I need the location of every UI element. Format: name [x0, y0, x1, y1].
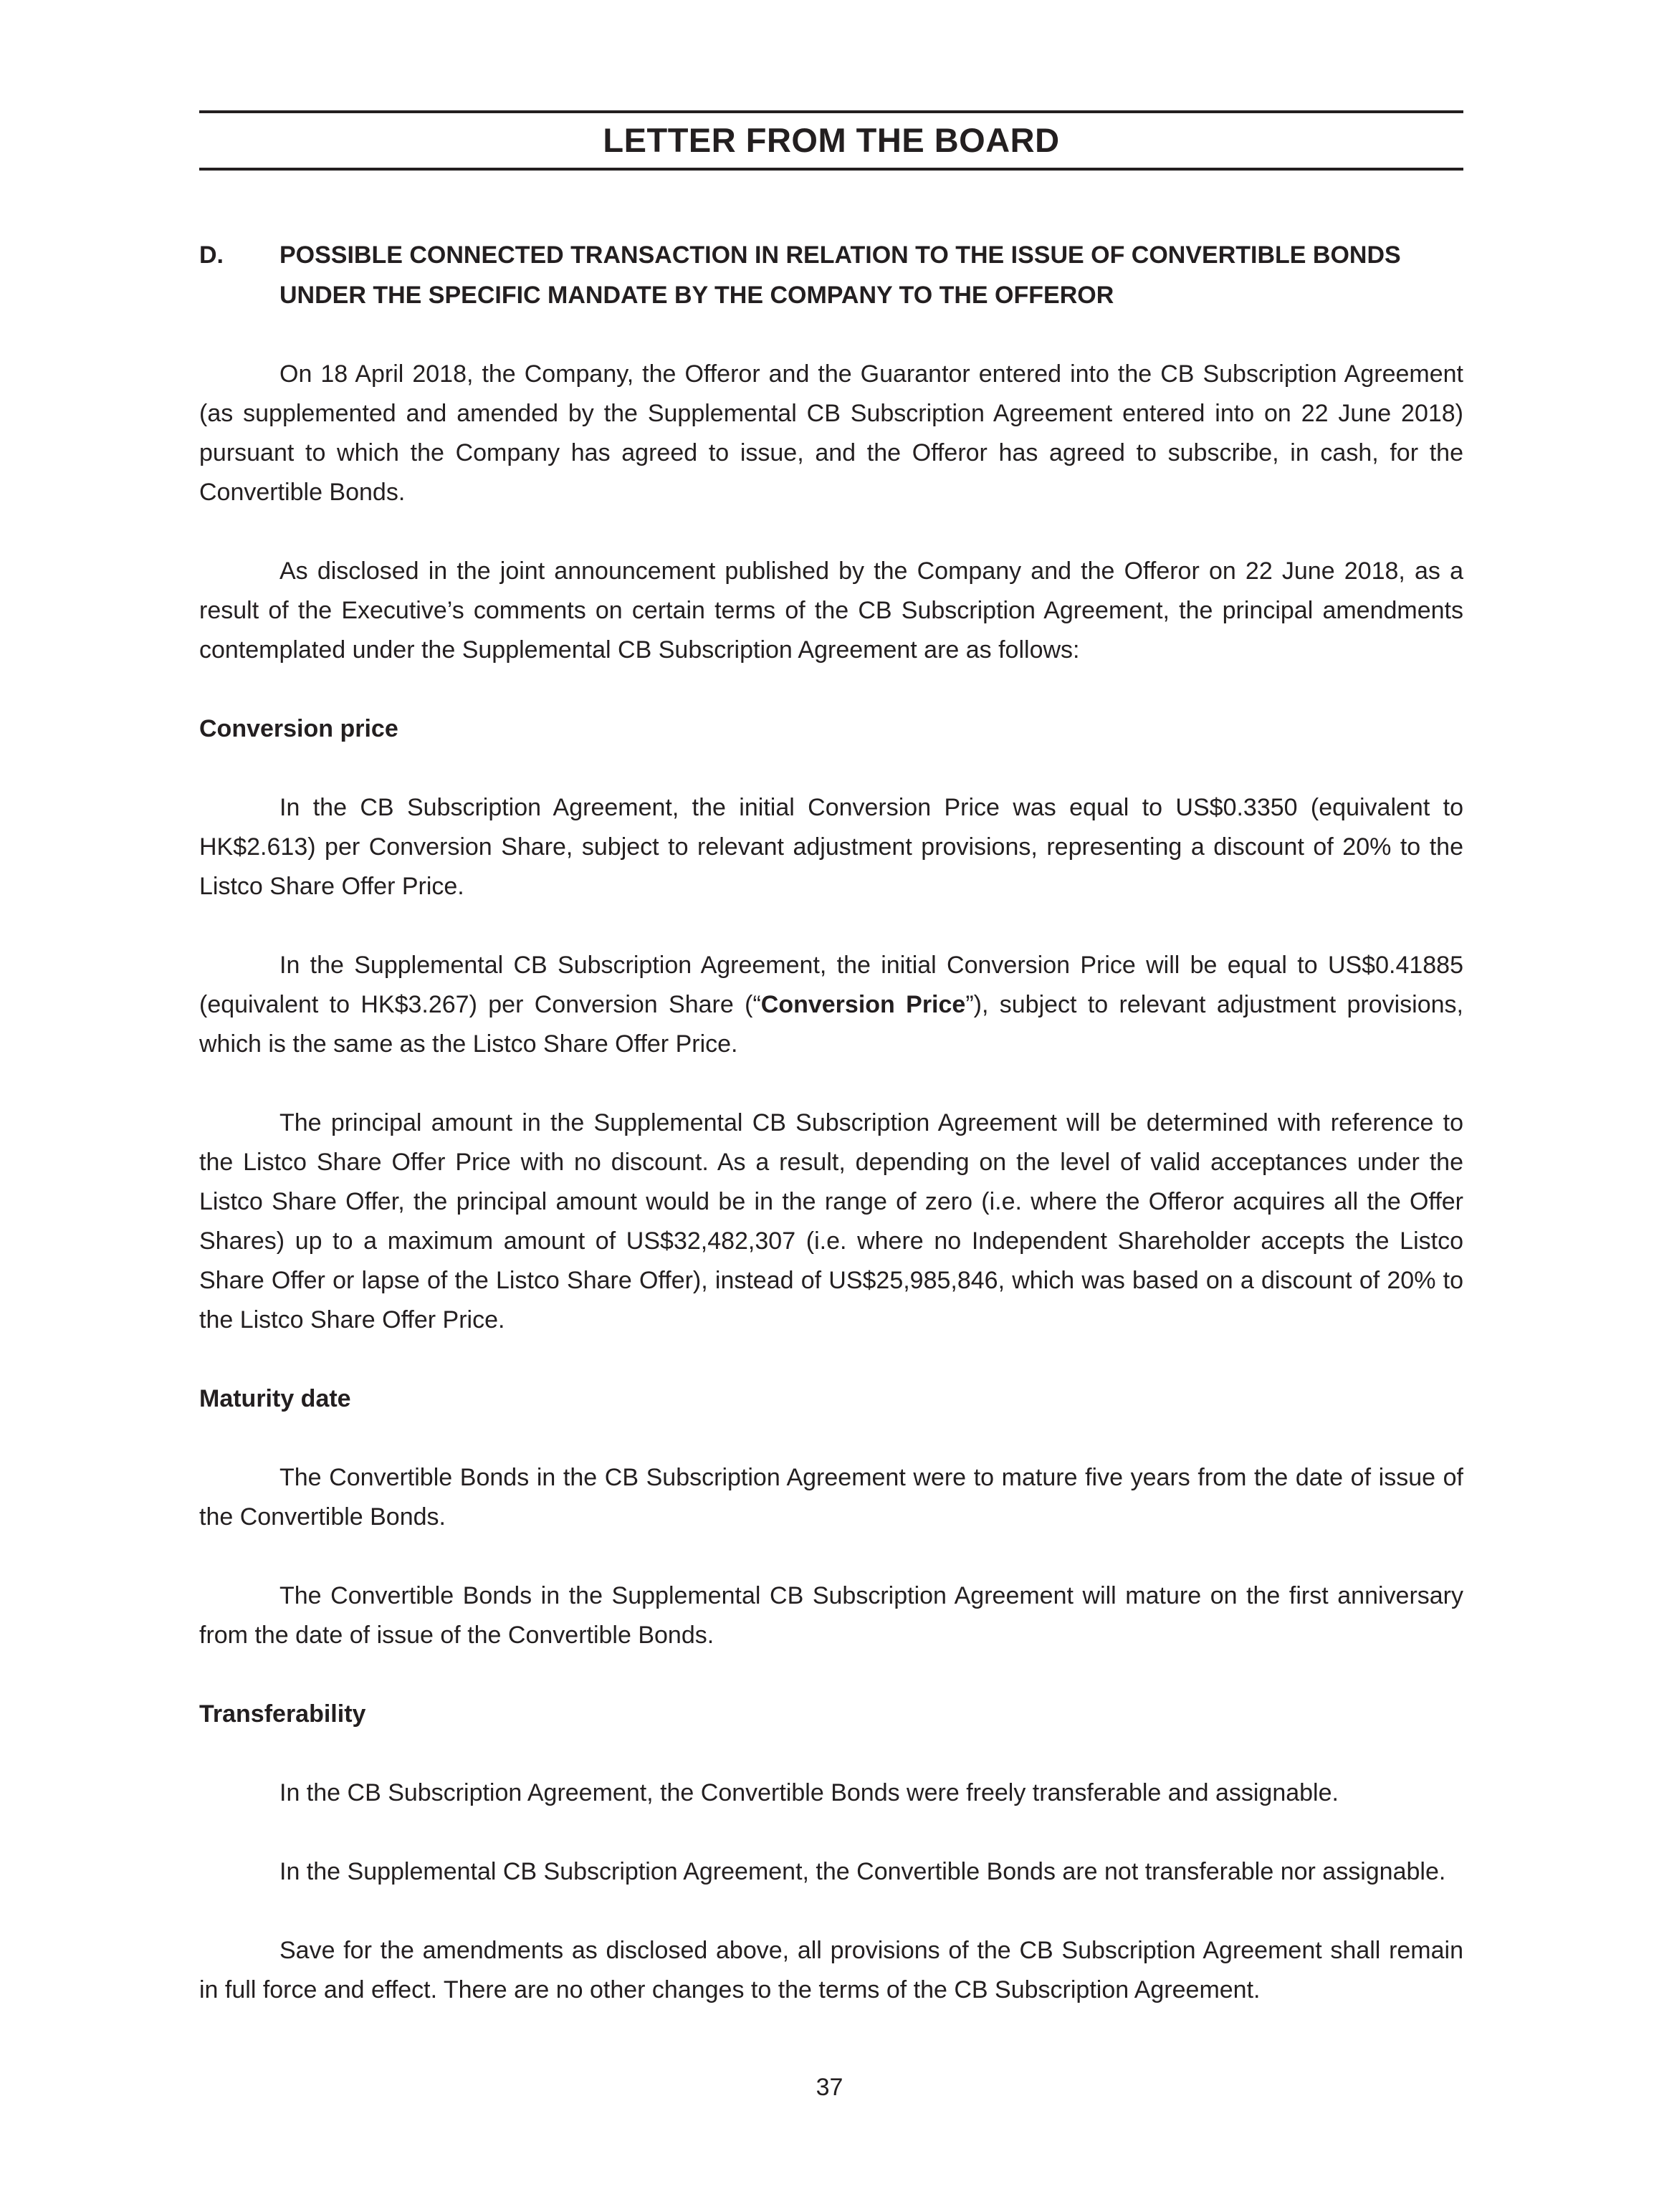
transferability-paragraph-2: In the Supplemental CB Subscription Agreement, the Convertible Bonds are not transferable nor assignable. [279, 1858, 1446, 1885]
conversion-price-paragraph-1: In the CB Subscription Agreement, the initial Conversion Price was equal to US$0.3350 (equivalent to HK$2.613) per Conversion Share, subject to relevant adjustment provisions, representing a discount of 20% to the Listco Share Offer Price. [199, 794, 1463, 900]
section-heading [199, 235, 1463, 315]
transferability-heading: Transferability [199, 1700, 366, 1728]
intro-paragraph-2: As disclosed in the joint announcement published by the Company and the Offeror on 22 June 2018, as a result of the Executive’s comments on certain terms of the CB Subscription Agreement, the principal amendments contemplated under the Supplemental CB Subscription Agreement are as follows: [199, 557, 1463, 664]
document-page [199, 110, 1463, 2010]
conversion-price-p2-before: In the Supplemental CB Subscription Agreement, the initial Conversion Price will be equal to US$0.41885 (equivalent to HK$3.267) per Conversion Share (“ [199, 952, 1463, 1018]
conversion-price-paragraph-2 [199, 946, 1463, 1064]
conversion-price-p2-after: ”), subject to relevant adjustment provisions, which is the same as the Listco Share Offer Price. [199, 991, 1463, 1058]
conversion-price-heading: Conversion price [199, 715, 398, 742]
transferability-paragraph-1: In the CB Subscription Agreement, the Convertible Bonds were freely transferable and assignable. [279, 1779, 1339, 1806]
page-number: 37 [816, 2074, 843, 2101]
maturity-date-paragraph-2: The Convertible Bonds in the Supplemental CB Subscription Agreement will mature on the first anniversary from the date of issue of the Convertible Bonds. [199, 1582, 1463, 1649]
maturity-date-paragraph-1: The Convertible Bonds in the CB Subscription Agreement were to mature five years from the date of issue of the Convertible Bonds. [199, 1464, 1463, 1531]
section-letter: D. [199, 241, 224, 269]
header-bottom-rule [199, 168, 1463, 171]
conversion-price-paragraph-3: The principal amount in the Supplemental CB Subscription Agreement will be determined with reference to the Listco Share Offer Price with no discount. As a result, depending on the level of valid acceptances under the Listco Share Offer, the principal amount would be in the range of zero (i.e. where the Offeror acquires all the Offer Shares) up to a maximum amount of US$32,482,307 (i.e. where no Independent Shareholder accepts the Listco Share Offer or lapse of the Listco Share Offer), instead of US$25,985,846, which was based on a discount of 20% to the Listco Share Offer Price. [199, 1109, 1463, 1334]
intro-paragraph-1: On 18 April 2018, the Company, the Offeror and the Guarantor entered into the CB Subscription Agreement (as supplemented and amended by the Supplemental CB Subscription Agreement entered into on 22 June 2018) pursuant to which the Company has agreed to issue, and the Offeror has agreed to subscribe, in cash, for the Convertible Bonds. [199, 360, 1463, 506]
conversion-price-defined-term: Conversion Price [760, 991, 966, 1018]
transferability-paragraph-3: Save for the amendments as disclosed above, all provisions of the CB Subscription Agreement shall remain in full force and effect. There are no other changes to the terms of the CB Subscription Agreement. [199, 1937, 1463, 2003]
section-title: POSSIBLE CONNECTED TRANSACTION IN RELATION TO THE ISSUE OF CONVERTIBLE BONDS UNDER THE SPECIFIC MANDATE BY THE COMPANY TO THE OFFEROR [279, 241, 1401, 309]
page-title: LETTER FROM THE BOARD [603, 121, 1060, 159]
maturity-date-heading: Maturity date [199, 1385, 351, 1412]
